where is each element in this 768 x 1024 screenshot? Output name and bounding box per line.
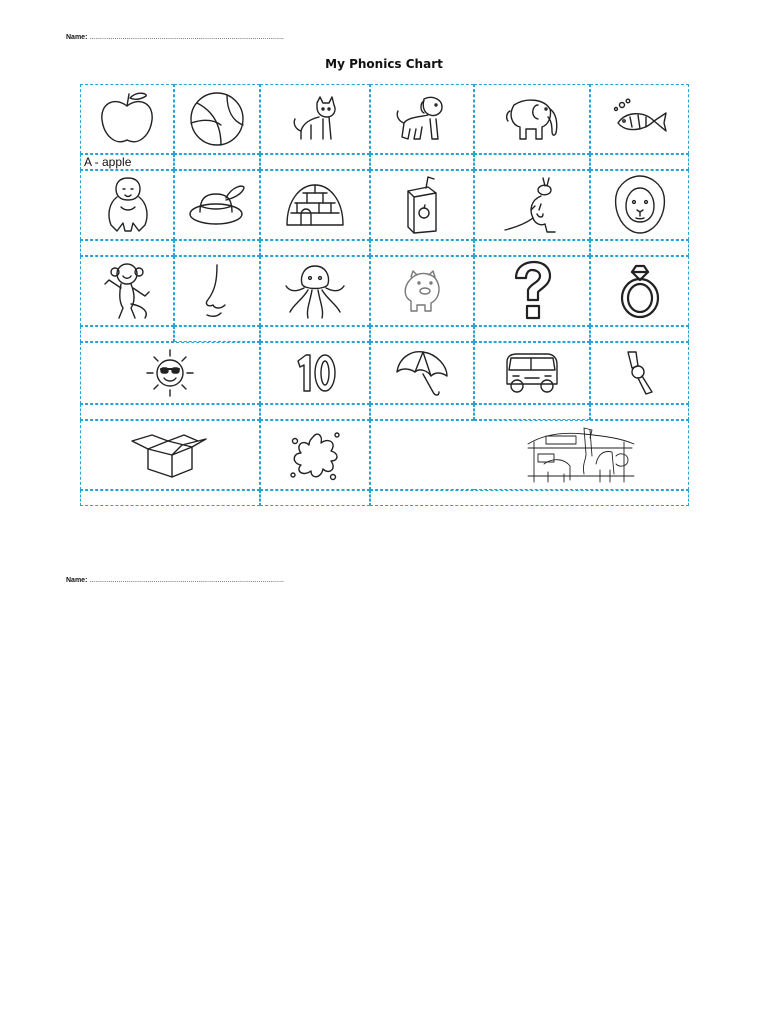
name-dots: ....................................................................................................: [89, 34, 284, 41]
label-cell[interactable]: [174, 326, 260, 342]
label-cell[interactable]: [590, 154, 689, 170]
label-cell[interactable]: [474, 240, 590, 256]
dog-icon: [394, 93, 450, 145]
label-cell[interactable]: [590, 404, 689, 420]
label-cell[interactable]: [590, 326, 689, 342]
label-cell[interactable]: [260, 404, 370, 420]
sun-icon: [141, 348, 199, 398]
cat-icon: [289, 95, 341, 143]
label-cell[interactable]: [474, 154, 590, 170]
cell-van: [474, 342, 590, 404]
cell-dog: [370, 84, 474, 154]
label-cell[interactable]: [370, 326, 474, 342]
pig-icon: [399, 269, 445, 313]
cell-gorilla: [80, 170, 174, 240]
label-cell[interactable]: [174, 154, 260, 170]
cell-fish: [590, 84, 689, 154]
cell-sun: [80, 342, 260, 404]
label-cell[interactable]: [260, 154, 370, 170]
lion-icon: [612, 174, 668, 236]
label-cell[interactable]: [174, 240, 260, 256]
cell-octopus: [260, 256, 370, 326]
cell-cat: [260, 84, 370, 154]
label-cell[interactable]: [80, 490, 260, 506]
ring-icon: [618, 262, 662, 320]
cell-umbrella: [370, 342, 474, 404]
van-icon: [501, 350, 563, 396]
name-label: Name:: [66, 577, 88, 584]
gorilla-icon: [101, 175, 153, 235]
cell-pig: [370, 256, 474, 326]
name-dots: ....................................................................................................: [89, 577, 284, 584]
cell-watch: [590, 342, 689, 404]
label-a-apple[interactable]: A - apple: [80, 154, 174, 170]
label-cell[interactable]: [80, 240, 174, 256]
label-cell[interactable]: [260, 326, 370, 342]
cell-elephant: [474, 84, 590, 154]
label-cell[interactable]: [474, 326, 590, 342]
name-line-bottom[interactable]: [66, 577, 284, 584]
cell-juice: [370, 170, 474, 240]
splash-icon: [287, 427, 343, 483]
cell-blank: [370, 420, 474, 490]
cell-zoo: [474, 420, 689, 490]
ten-icon: [292, 351, 338, 395]
cell-box: [80, 420, 260, 490]
nose-icon: [197, 261, 237, 321]
page-title: My Phonics Chart: [325, 57, 443, 71]
cell-ten: [260, 342, 370, 404]
cell-ball: [174, 84, 260, 154]
umbrella-icon: [393, 346, 451, 400]
fish-icon: [610, 97, 670, 141]
cell-lion: [590, 170, 689, 240]
cell-question-mark: [474, 256, 590, 326]
cell-hat: [174, 170, 260, 240]
elephant-icon: [502, 93, 562, 145]
label-cell[interactable]: [474, 404, 590, 420]
juice-box-icon: [400, 175, 444, 235]
label-cell[interactable]: [370, 490, 689, 506]
name-line-top[interactable]: [66, 34, 284, 41]
question-mark-icon: [510, 260, 554, 322]
label-cell[interactable]: [260, 240, 370, 256]
monkey-icon: [99, 260, 155, 322]
zoo-icon: [524, 424, 638, 486]
cell-ring: [590, 256, 689, 326]
cell-monkey: [80, 256, 174, 326]
label-cell[interactable]: [260, 490, 370, 506]
igloo-icon: [281, 179, 349, 231]
ball-icon: [187, 89, 247, 149]
cell-kangaroo: [474, 170, 590, 240]
label-cell[interactable]: [590, 240, 689, 256]
label-cell[interactable]: [370, 240, 474, 256]
octopus-icon: [282, 262, 348, 320]
box-icon: [128, 431, 212, 479]
watch-icon: [620, 348, 660, 398]
label-cell[interactable]: [80, 404, 260, 420]
cell-apple: [80, 84, 174, 154]
cell-igloo: [260, 170, 370, 240]
cell-splash: [260, 420, 370, 490]
name-label: Name:: [66, 34, 88, 41]
label-cell[interactable]: [370, 154, 474, 170]
phonics-chart: [80, 84, 689, 506]
kangaroo-icon: [501, 174, 563, 236]
label-cell[interactable]: [80, 326, 174, 342]
label-cell[interactable]: [370, 404, 474, 420]
apple-icon: [92, 88, 162, 150]
cell-nose: [174, 256, 260, 326]
hat-icon: [186, 180, 248, 230]
